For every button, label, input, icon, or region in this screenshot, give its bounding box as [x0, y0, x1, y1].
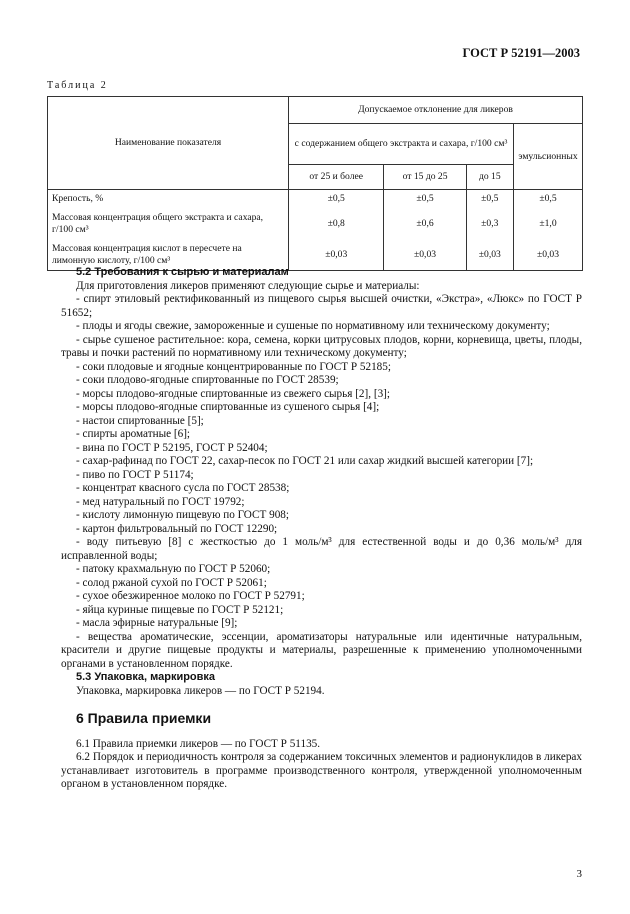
table-row — [48, 190, 583, 209]
cell-value: ±0,5 — [466, 190, 513, 209]
cell-value: ±0,03 — [466, 240, 513, 271]
table-caption: Таблица 2 — [47, 80, 108, 91]
tolerance-table — [47, 96, 583, 271]
list-item: - патоку крахмальную по ГОСТ Р 52060; — [76, 563, 271, 575]
section-5-2-intro: Для приготовления ликеров применяют следующие сырье и материалы: — [76, 279, 420, 292]
row-name: Крепость, % — [48, 190, 289, 209]
section-5-3-text: Упаковка, маркировка ликеров — по ГОСТ Р 52194. — [76, 684, 325, 697]
section-5-2-title: 5.2 Требования к сырью и материалам — [76, 266, 289, 278]
list-item: - морсы плодово-ягодные спиртованные из свежего сырья [2], [3]; — [76, 387, 390, 400]
list-item: - настои спиртованные [5]; — [76, 414, 204, 427]
list-item: - концентрат квасного сусла по ГОСТ 28538; — [76, 482, 290, 494]
list-item: - сырье сушеное растительное: кора, семена, корки цитрусовых плодов, корни, корневища, цветы, плоды, травы и почки растений по нормативному или техническому документу; — [61, 333, 582, 359]
col-header-range: до 15 — [466, 165, 513, 190]
cell-value: ±0,03 — [289, 240, 384, 271]
list-item: - соки плодовые и ягодные концентрированные по ГОСТ Р 52185; — [76, 360, 391, 373]
table-row — [48, 208, 583, 240]
list-item: - яйца куриные пищевые по ГОСТ Р 52121; — [76, 603, 284, 616]
list-item: - вина по ГОСТ Р 52195, ГОСТ Р 52404; — [76, 441, 268, 454]
list-item: - солод ржаной сухой по ГОСТ Р 52061; — [76, 576, 267, 589]
col-header-subgroup: с содержанием общего экстракта и сахара, г/100 см³ — [289, 124, 514, 165]
cell-value: ±0,8 — [289, 208, 384, 240]
list-item: - спирт этиловый ректификованный из пищевого сырья высшей очистки, «Экстра», «Люкс» по ГОСТ Р 51652; — [61, 293, 582, 319]
list-item: - плоды и ягоды свежие, замороженные и сушеные по нормативному или техническому документу; — [76, 320, 550, 332]
list-item: - соки плодово-ягодные спиртованные по ГОСТ 28539; — [76, 374, 339, 386]
document-body — [61, 266, 582, 792]
section-6-1: 6.1 Правила приемки ликеров — по ГОСТ Р 51135. — [76, 737, 321, 750]
cell-value: ±0,5 — [384, 190, 466, 209]
section-6-title: 6 Правила приемки — [76, 710, 212, 726]
list-item: - мед натуральный по ГОСТ 19792; — [76, 495, 245, 508]
cell-value: ±0,03 — [514, 240, 583, 271]
row-name: Массовая концентрация общего экстракта и сахара, г/100 см³ — [48, 208, 289, 240]
cell-value: ±1,0 — [514, 208, 583, 240]
list-item: - морсы плодово-ягодные спиртованные из сушеного сырья [4]; — [76, 401, 380, 413]
page-number: 3 — [576, 868, 582, 880]
list-item: - вещества ароматические, эссенции, ароматизаторы натуральные или идентичные натуральным, красители и другие пищевые продукты и материалы, разрешенные к применению уполномоченными органами в установленном порядке. — [61, 630, 582, 670]
list-item: - картон фильтровальный по ГОСТ 12290; — [76, 522, 278, 535]
list-item: - сахар-рафинад по ГОСТ 22, сахар-песок по ГОСТ 21 или сахар жидкий высшей категории [7]; — [76, 455, 534, 467]
cell-value: ±0,3 — [466, 208, 513, 240]
section-5-3-title: 5.3 Упаковка, маркировка — [76, 671, 216, 683]
materials-list — [61, 293, 582, 671]
col-header-emulsion: эмульсионных — [514, 124, 583, 190]
col-header-group: Допускаемое отклонение для ликеров — [289, 97, 583, 124]
list-item: - воду питьевую [8] с жесткостью до 1 моль/м³ для естественной воды и до 0,36 моль/м³ для исправленной воды; — [61, 536, 582, 562]
cell-value: ±0,5 — [289, 190, 384, 209]
list-item: - спирты ароматные [6]; — [76, 428, 191, 440]
col-header-range: от 25 и более — [289, 165, 384, 190]
cell-value: ±0,03 — [384, 240, 466, 271]
list-item: - пиво по ГОСТ Р 51174; — [76, 468, 194, 481]
list-item: - кислоту лимонную пищевую по ГОСТ 908; — [76, 509, 290, 521]
cell-value: ±0,6 — [384, 208, 466, 240]
document-id: ГОСТ Р 52191—2003 — [462, 46, 580, 60]
row-name: Массовая концентрация кислот в пересчете на лимонную кислоту, г/100 см³ — [48, 240, 289, 271]
list-item: - масла эфирные натуральные [9]; — [76, 617, 238, 629]
list-item: - сухое обезжиренное молоко по ГОСТ Р 52791; — [76, 590, 305, 602]
col-header-name: Наименование показателя — [48, 97, 289, 190]
col-header-range: от 15 до 25 — [384, 165, 466, 190]
cell-value: ±0,5 — [514, 190, 583, 209]
section-6-2: 6.2 Порядок и периодичность контроля за содержанием токсичных элементов и радионуклидов в ликерах устанавливает изготовитель в программе производственного контроля, утвержденной уполномоченным органом в установленном порядке. — [61, 751, 582, 790]
